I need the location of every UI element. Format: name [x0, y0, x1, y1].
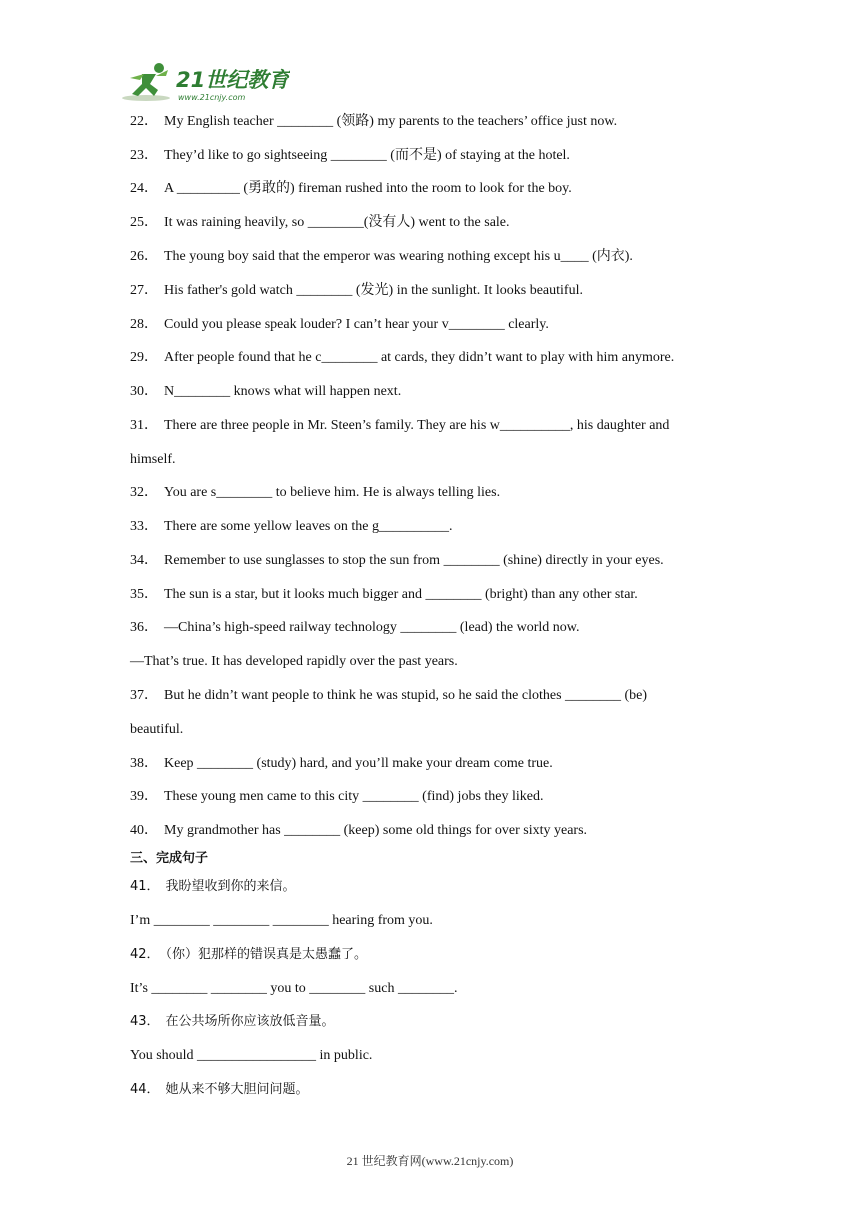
- question-line: [130, 979, 457, 999]
- question-text: The young boy said that the emperor was wearing nothing except his u____ (内衣).: [164, 249, 633, 264]
- section-heading: [130, 849, 208, 869]
- question-number: 36．: [130, 620, 158, 635]
- question-line: [130, 787, 543, 807]
- question-line: [130, 720, 183, 740]
- question-number: 22．: [130, 114, 158, 129]
- question-line: [130, 179, 572, 199]
- question-line: [130, 1046, 372, 1066]
- question-line: [130, 877, 296, 897]
- question-text: His father's gold watch ________ (发光) in the sunlight. It looks beautiful.: [164, 283, 583, 298]
- question-line: [130, 382, 401, 402]
- question-line: [130, 618, 580, 638]
- question-line: [130, 483, 500, 503]
- question-number: 31．: [130, 418, 158, 433]
- question-text: The sun is a star, but it looks much bigger and ________ (bright) than any other star.: [164, 587, 638, 602]
- question-text: himself.: [130, 452, 176, 467]
- question-line: [130, 754, 553, 774]
- question-text: N________ knows what will happen next.: [164, 384, 402, 399]
- question-text: beautiful.: [130, 722, 184, 737]
- page-footer: 21 世纪教育网(www.21cnjy.com): [346, 1154, 514, 1168]
- question-text: 在公共场所你应该放低音量。: [165, 1014, 335, 1029]
- question-number: 28．: [130, 317, 158, 332]
- question-number: 23．: [130, 148, 158, 163]
- question-number: 25．: [130, 215, 158, 230]
- question-text: But he didn’t want people to think he was stupid, so he said the clothes ________ (be): [164, 688, 648, 703]
- question-line: [130, 821, 587, 841]
- question-line: [130, 1012, 335, 1032]
- question-line: [130, 348, 674, 368]
- question-line: [130, 146, 570, 166]
- question-text: Could you please speak louder? I can’t hear your v________ clearly.: [164, 317, 549, 332]
- question-number: 42．: [130, 947, 160, 962]
- question-text: It was raining heavily, so ________(没有人) went to the sale.: [164, 215, 510, 230]
- question-text: It’s ________ ________ you to ________ such ________.: [130, 981, 458, 996]
- question-number: 30．: [130, 384, 158, 399]
- question-line: [130, 450, 176, 470]
- question-line: [130, 1080, 309, 1100]
- site-logo: [120, 60, 290, 104]
- question-text: A _________ (勇敢的) fireman rushed into the room to look for the boy.: [164, 181, 572, 196]
- question-line: [130, 517, 452, 537]
- question-text: （你）犯那样的错误真是太愚蠢了。: [165, 947, 368, 962]
- question-number: 44．: [130, 1082, 160, 1097]
- question-text: I’m ________ ________ ________ hearing from you.: [130, 913, 433, 928]
- question-number: 38．: [130, 756, 158, 771]
- question-line: [130, 281, 583, 301]
- question-number: 37．: [130, 688, 158, 703]
- question-line: [130, 213, 510, 233]
- question-text: 她从来不够大胆问问题。: [165, 1082, 309, 1097]
- question-line: [130, 945, 367, 965]
- question-number: 43．: [130, 1014, 160, 1029]
- question-number: 32．: [130, 485, 158, 500]
- question-line: [130, 315, 549, 335]
- svg-text:www.21cnjy.com: www.21cnjy.com: [178, 93, 246, 102]
- question-line: [130, 652, 458, 672]
- question-line: [130, 585, 638, 605]
- question-text: —China’s high-speed railway technology ________ (lead) the world now.: [164, 620, 580, 635]
- question-number: 26．: [130, 249, 158, 264]
- question-text: My grandmother has ________ (keep) some old things for over sixty years.: [164, 823, 588, 838]
- question-line: [130, 416, 669, 436]
- question-text: They’d like to go sightseeing ________ (而不是) of staying at the hotel.: [164, 148, 570, 163]
- question-text: There are three people in Mr. Steen’s family. They are his w__________, his daughter and: [164, 418, 670, 433]
- question-number: 39．: [130, 789, 158, 804]
- question-text: Remember to use sunglasses to stop the sun from ________ (shine) directly in your eyes.: [164, 553, 664, 568]
- question-number: 27．: [130, 283, 158, 298]
- logo-runner-icon: [120, 60, 290, 104]
- question-number: 35．: [130, 587, 158, 602]
- question-number: 40．: [130, 823, 158, 838]
- question-text: —That’s true. It has developed rapidly over the past years.: [130, 654, 458, 669]
- question-line: [130, 551, 664, 571]
- question-line: [130, 112, 617, 132]
- question-number: 34．: [130, 553, 158, 568]
- question-line: [130, 911, 433, 931]
- question-number: 41．: [130, 879, 160, 894]
- svg-text:21世纪教育: 21世纪教育: [176, 68, 290, 92]
- question-text: There are some yellow leaves on the g__________.: [164, 519, 453, 534]
- question-text: You should _________________ in public.: [130, 1048, 373, 1063]
- question-text: These young men came to this city ________ (find) jobs they liked.: [164, 789, 544, 804]
- question-text: Keep ________ (study) hard, and you’ll make your dream come true.: [164, 756, 553, 771]
- question-line: [130, 686, 647, 706]
- question-line: [130, 247, 633, 267]
- question-text: My English teacher ________ (领路) my parents to the teachers’ office just now.: [164, 114, 618, 129]
- question-text: 我盼望收到你的来信。: [165, 879, 296, 894]
- question-number: 29．: [130, 350, 158, 365]
- question-text: You are s________ to believe him. He is always telling lies.: [164, 485, 501, 500]
- question-number: 24．: [130, 181, 158, 196]
- question-text: After people found that he c________ at cards, they didn’t want to play with him anymore.: [164, 350, 675, 365]
- question-text: 三、完成句子: [130, 851, 209, 866]
- question-number: 33．: [130, 519, 158, 534]
